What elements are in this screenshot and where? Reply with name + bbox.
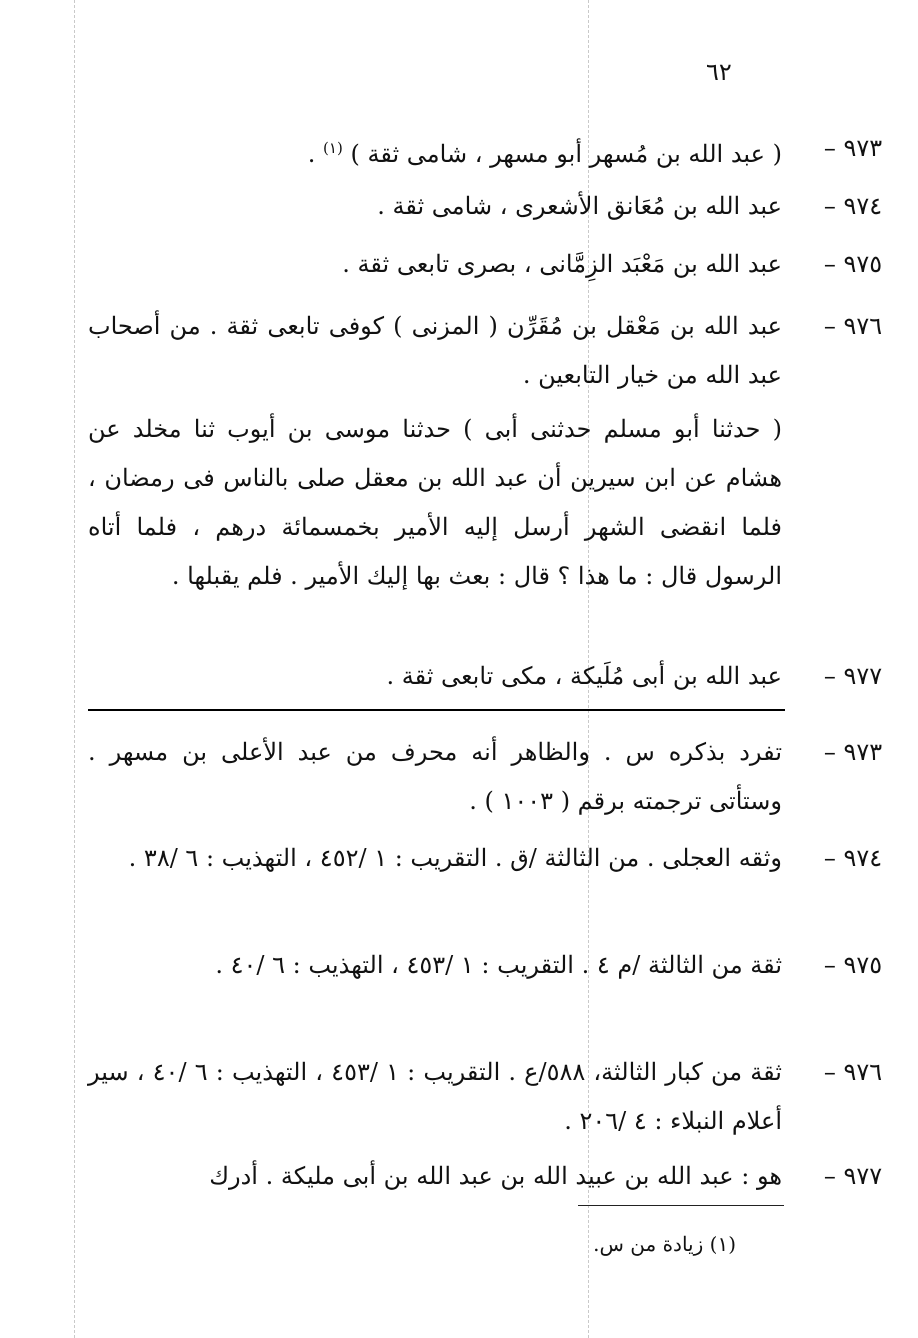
note-number: ٩٧٤ – xyxy=(823,844,883,872)
page-number: ٦٢ xyxy=(706,58,732,86)
entry-976 xyxy=(88,302,883,400)
note-text: تفرد بذكره س . والظاهر أنه محرف من عبد الأعلى بن مسهر . وستأتى ترجمته برقم ( ١٠٠٣ ) . xyxy=(88,738,782,815)
entry-number: ٩٧٦ – xyxy=(823,312,883,340)
entry-973 xyxy=(88,124,883,179)
entry-number: ٩٧٣ – xyxy=(823,134,883,162)
footnote-separator xyxy=(578,1205,784,1206)
entry-text: عبد الله بن أبى مُلَيكة ، مكى تابعى ثقة . xyxy=(386,662,782,690)
note-text: ثقة من كبار الثالثة، ٥٨٨/ع . التقريب : ١ /٤٥٣ ، التهذيب : ٦ /٤٠ ، سير أعلام النبلاء : ٤ /٢٠٦ . xyxy=(88,1058,782,1135)
note-text: هو : عبد الله بن عبيد الله بن عبد الله بن أبى مليكة . أدرك xyxy=(209,1162,782,1190)
note-number: ٩٧٦ – xyxy=(823,1058,883,1086)
footnote: (١) زيادة من س. xyxy=(593,1232,736,1256)
entry-text: عبد الله بن مُعَانق الأشعرى ، شامى ثقة . xyxy=(377,192,782,220)
page-fold-line xyxy=(74,0,75,1338)
entry-number: ٩٧٧ – xyxy=(823,662,883,690)
entry-tail: . xyxy=(307,140,316,168)
notes-separator xyxy=(88,709,785,711)
note-974 xyxy=(88,834,883,883)
note-number: ٩٧٧ – xyxy=(823,1162,883,1190)
footnote-marker: (١) xyxy=(323,139,343,157)
entry-974 xyxy=(88,182,883,231)
entry-number: ٩٧٤ – xyxy=(823,192,883,220)
note-number: ٩٧٥ – xyxy=(823,951,883,979)
entry-975 xyxy=(88,240,883,289)
entry-number: ٩٧٥ – xyxy=(823,250,883,278)
note-977 xyxy=(88,1152,883,1201)
entry-977 xyxy=(88,652,883,701)
note-text: ثقة من الثالثة /م ٤ . التقريب : ١ /٤٥٣ ، التهذيب : ٦ /٤٠ . xyxy=(215,951,782,979)
note-976 xyxy=(88,1048,883,1146)
note-973 xyxy=(88,728,883,826)
narration-paragraph: ( حدثنا أبو مسلم حدثنى أبى ) حدثنا موسى بن أيوب ثنا مخلد عن هشام عن ابن سيرين أن عبد الله بن معقل صلى بالناس فى رمضان ، فلما انقضى الشهر أرسل إليه الأمير بخمسمائة درهم ، فلما أتاه الرسول قال : ما هذا ؟ قال : بعث بها إليك الأمير . فلم يقبلها . xyxy=(88,415,782,590)
entry-text: عبد الله بن مَعْقل بن مُقَرِّن ( المزنى ) كوفى تابعى ثقة . من أصحاب عبد الله من خيار التابعين . xyxy=(88,312,782,389)
note-975 xyxy=(88,941,883,990)
entry-text: عبد الله بن مَعْبَد الزِمَّانى ، بصرى تابعى ثقة . xyxy=(342,250,782,278)
note-text: وثقه العجلى . من الثالثة /ق . التقريب : ١ /٤٥٢ ، التهذيب : ٦ /٣٨ . xyxy=(128,844,782,872)
entry-text: ( عبد الله بن مُسهر أبو مسهر ، شامى ثقة ) xyxy=(350,140,782,168)
note-number: ٩٧٣ – xyxy=(823,738,883,766)
